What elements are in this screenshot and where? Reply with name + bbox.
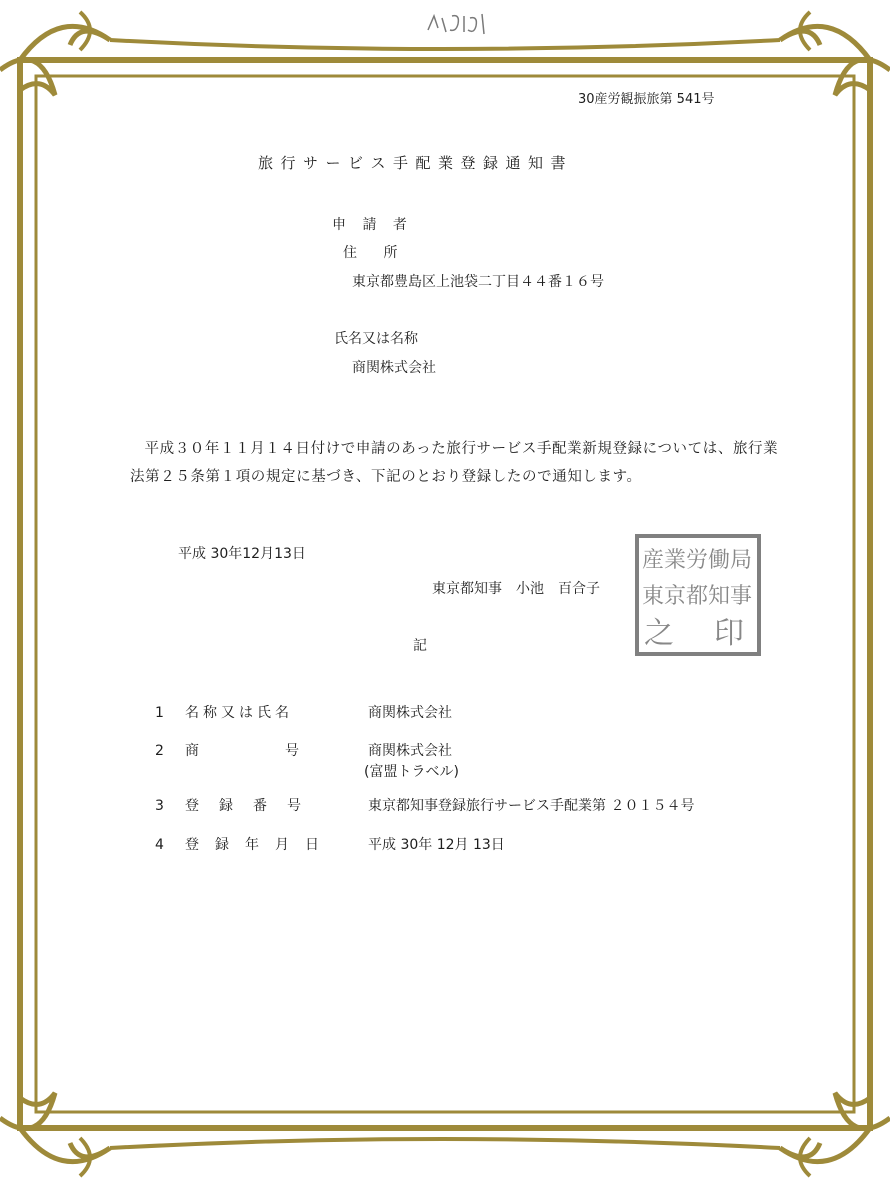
item-3-label: 登 録 番 号: [185, 798, 304, 814]
address-label: 住 所: [343, 245, 398, 261]
official-seal: [634, 533, 762, 657]
item-4-label: 登 録 年 月 日: [185, 837, 320, 853]
issue-date: 平成 30年12月13日: [178, 546, 306, 562]
item-3-number: 3: [155, 798, 164, 814]
reference-number: 30産労観振旅第 541号: [578, 92, 715, 107]
ki-heading: 記: [413, 638, 427, 654]
item-2-value: 商関株式会社: [368, 743, 452, 759]
body-paragraph: 平成３０年１１月１４日付けで申請のあった旅行サービス手配業新規登録については、旅行業法第２５条第１項の規定に基づき、下記のとおり登録したので通知します。: [130, 441, 779, 485]
item-4-number: 4: [155, 837, 164, 853]
svg-text:之: 之: [644, 616, 674, 651]
svg-text:東京都知事: 東京都知事: [642, 584, 753, 609]
item-1-label: 名称又は氏名: [185, 705, 293, 721]
item-1-value: 商関株式会社: [368, 705, 452, 721]
item-2-label: 商 号: [185, 743, 305, 759]
item-1-number: 1: [155, 705, 164, 721]
svg-text:印: 印: [714, 616, 744, 651]
item-4-value: 平成 30年 12月 13日: [368, 837, 505, 853]
applicant-name: 商関株式会社: [352, 360, 436, 376]
svg-text:産業労働局: 産業労働局: [642, 548, 753, 573]
item-3-value: 東京都知事登録旅行サービス手配業第 ２０１５４号: [368, 798, 695, 814]
handwritten-scribble: [424, 10, 490, 38]
applicant-address: 東京都豊島区上池袋二丁目４４番１６号: [352, 274, 604, 290]
issuer-name: 東京都知事 小池 百合子: [432, 581, 600, 597]
item-2-value-sub: (富盟トラベル): [364, 764, 459, 780]
name-label: 氏名又は名称: [334, 331, 418, 347]
document-title: 旅行サービス手配業登録通知書: [258, 154, 574, 172]
applicant-heading: 申 請 者: [332, 217, 413, 233]
item-2-number: 2: [155, 743, 164, 759]
